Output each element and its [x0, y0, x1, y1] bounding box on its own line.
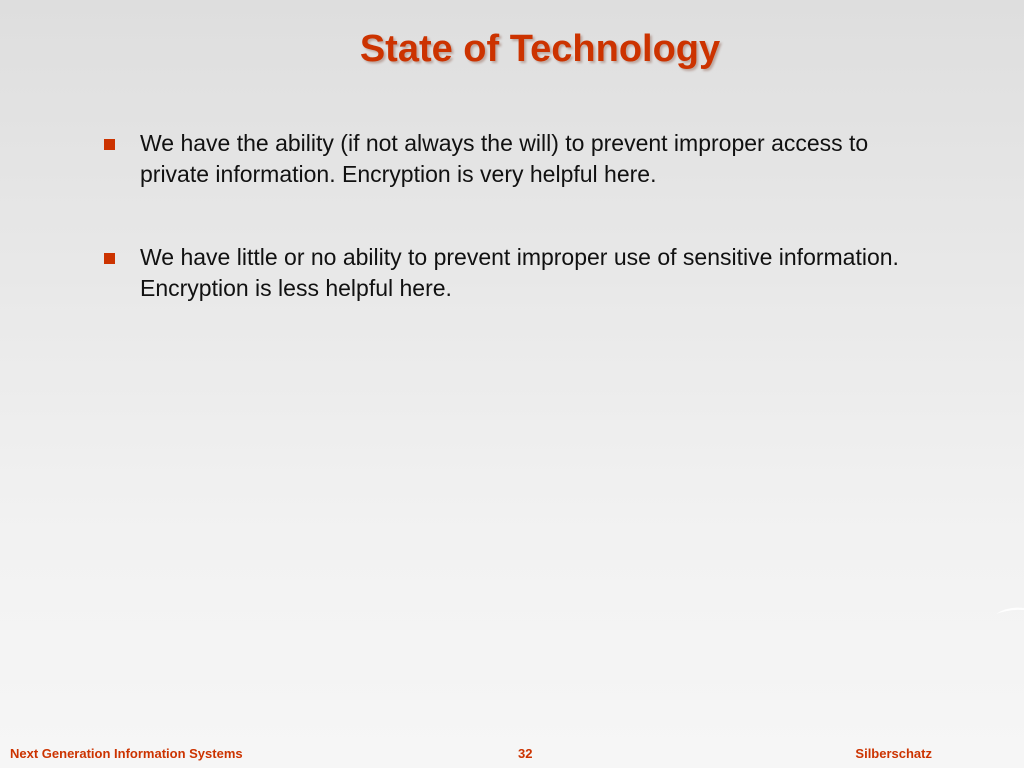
- slide-title: State of Technology: [359, 28, 721, 70]
- bullet-item: [100, 128, 920, 190]
- bullet-text: We have the ability (if not always the will) to prevent improper access to private information. Encryption is very helpful here.: [140, 130, 869, 187]
- square-bullet-icon: [104, 139, 115, 150]
- square-bullet-icon: [104, 253, 115, 264]
- footer-course-name: Next Generation Information Systems: [10, 746, 243, 761]
- footer-author: Silberschatz: [855, 746, 932, 761]
- bullet-item: [100, 242, 920, 304]
- decorative-swoosh-icon: [994, 604, 1024, 618]
- footer-page-number: 32: [518, 746, 533, 761]
- bullet-text: We have little or no ability to prevent improper use of sensitive information. Encryption is less helpful here.: [140, 244, 899, 301]
- bullet-list: [100, 128, 920, 356]
